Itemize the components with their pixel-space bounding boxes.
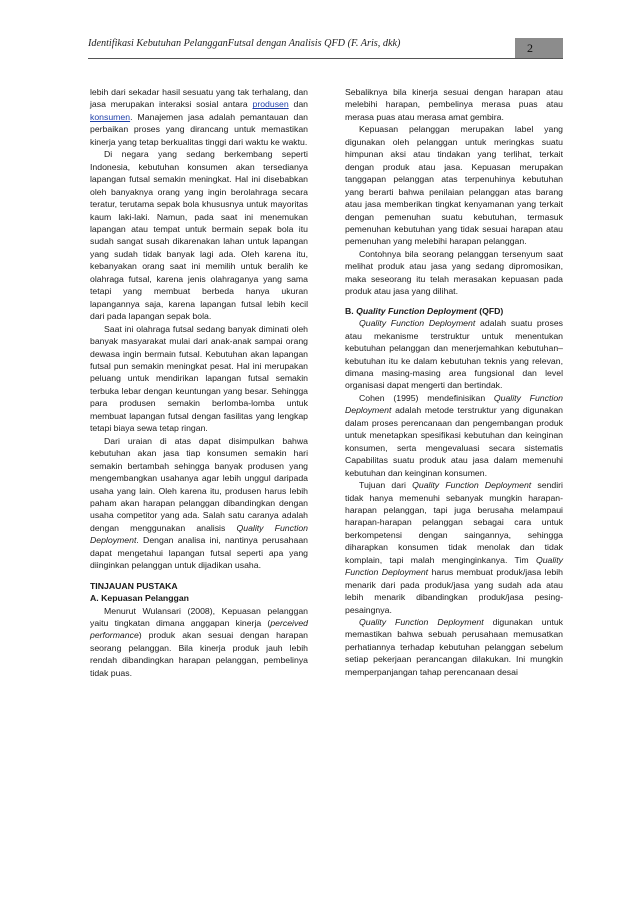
paragraph: Sebaliknya bila kinerja sesuai dengan harapan atau melebihi harapan, pembelinya merasa puas atau merasa puas atau merasa amat gembira. <box>345 87 563 122</box>
emphasis: Quality Function Deployment <box>345 392 563 416</box>
emphasis: Quality Function Deployment <box>345 554 563 578</box>
paragraph <box>90 435 308 572</box>
link-konsumen[interactable]: konsumen <box>90 111 131 122</box>
subsection-heading: A. Kepuasan Pelanggan <box>90 593 189 604</box>
paragraph: Saat ini olahraga futsal sedang banyak diminati oleh banyak masyarakat mulai dari anak-anak sampai orang dewasa ingin bermain futsal. Kebutuhan akan lapangan futsal pun semakin meningkat pesat. Hal ini merupakan peluang untuk mendirikan lapangan futsal semakin terbuka lebar dengan keuntungan yang besar. Sehingga para produsen semakin berlomba-lomba untuk membuat lapangan futsal dengan fasilitas yang lengkap tetapi biaya sewa tetap ringan. <box>90 323 308 434</box>
text: adalah suatu proses atau mekanisme terstruktur untuk menentukan kebutuhan pelanggan dan menerjemahkan kebutuhan–kebutuhan itu ke dalam kebutuhan teknis yang relevan, dimana masing-masing area fungsional dan level organisasi dapat mengerti dan bertindak. <box>345 318 563 391</box>
section-heading: TINJAUAN PUSTAKA <box>90 580 178 591</box>
text: adalah metode terstruktur yang digunakan dalam proses perencanaan dan pengembangan produk untuk menetapkan spesifikasi kebutuhan dan keinginan konsumen, serta mengevaluasi secara sistematis Capabilitas suatu produk atau jasa dalam memenuhi kebutuhan dan keinginan konsumen. <box>345 405 563 478</box>
paragraph <box>90 605 308 680</box>
text: Cohen (1995) mendefinisikan <box>359 392 494 403</box>
text: sendiri tidak hanya memenuhi sebanyak mungkin harapan-harapan pelanggan, tapi juga berusaha melampaui harapan-harapan pelanggan sebagai cara untuk berkompetensi dengan saingannya, sehingga diharapkan konsumen tidak menolak dan tidak komplain, tapi malah menginginkanya. Tim <box>345 480 563 565</box>
link-produsen[interactable]: produsen <box>252 99 289 110</box>
text: lebih dari sekadar hasil sesuatu yang tak terhalang, dan jasa merupakan interaksi sosial antara <box>90 87 308 110</box>
emphasis: Quality Function Deployment <box>359 318 476 329</box>
text: (QFD) <box>476 305 504 316</box>
running-title: Identifikasi Kebutuhan PelangganFutsal dengan Analisis QFD (F. Aris, dkk) <box>88 38 401 49</box>
paragraph: Contohnya bila seorang pelanggan tersenyum saat melihat produk atau jasa yang sedang dipromosikan, maka seseorang itu telah merasakan kepuasan pada produk atau jasa yang dilihat. <box>345 248 563 297</box>
right-column <box>345 86 563 678</box>
header-rule <box>88 58 563 59</box>
text: . Manajemen jasa adalah pemantauan dan perbaikan proses yang dirancang untuk memastikan kinerja yang tetap berkualitas tinggi dari waktu ke waktu. <box>90 111 308 147</box>
paragraph <box>345 317 563 392</box>
text: harus membuat produk/jasa lebih menarik dari pada produk/jasa yang sudah ada atau lebih menarik dibandingkan produk/jasa pesing- pesaingnya. <box>345 567 564 615</box>
paragraph <box>345 479 563 616</box>
paragraph <box>345 392 563 479</box>
emphasis: Quality Function Deployment <box>412 480 532 491</box>
emphasis: Quality Function Deployment <box>90 522 308 546</box>
subsection-heading <box>345 305 563 317</box>
paragraph: Di negara yang sedang berkembang seperti Indonesia, kebutuhan konsumen akan tersedianya lapangan futsal semakin meningkat. Hal ini disebabkan oleh banyaknya orang yang ingin berolahraga secara teratur, terutama sepak bola khususnya untuk mayoritas kaum laki-laki. Namun, pada saat ini menemukan lapangan atau tempat untuk bermain sepak bola itu sudah sangat susah dikarenakan lahan untuk lapangan yang sudah tidak banyak lagi ada. Oleh karena itu, kebanyakan orang saat ini memilih untuk beralih ke olahraga futsal, karena jenis olahraganya yang sama tetapi yang membuat berbeda hanya ukuran lapangannya saja, karena lapangan futsal lebih kecil dari pada lapangan sepak bola. <box>90 149 308 322</box>
text: B. <box>345 305 357 316</box>
text: ) produk akan sesuai dengan harapan seorang pelanggan. Bila kinerja produk jauh lebih rendah dibandingkan harapan pelanggan, pembelinya tidak puas. <box>90 630 308 678</box>
text: Tujuan dari <box>359 480 413 491</box>
emphasis: Quality Function Deployment <box>359 617 484 628</box>
emphasis: perceived performance <box>90 618 308 641</box>
paragraph <box>90 86 308 148</box>
page-number: 2 <box>515 38 563 58</box>
text: Dari uraian di atas dapat disimpulkan bahwa kebutuhan akan jasa tiap konsumen semakin hari semakin bertambah sehingga banyak produsen yang mengembangkan usahanya agar lebih unggul daripada usaha yang lain. Oleh karena itu, produsen harus lebih paham akan harapan pelanggan dibandingkan dengan usaha competitor yang ada. Salah satu caranya adalah dengan menggunakan analisis <box>90 435 308 533</box>
text: digunakan untuk memastikan bahwa sebuah perusahaan memusatkan perhatiannya terhadap kebutuhan pelanggan sebelum setiap pekerjaan perancangan dilakukan. Ini mungkin memperpanjangan tahap perencanaan desai <box>345 617 563 677</box>
text: . Dengan analisa ini, nantinya perusahaan dapat mengetahui lapangan futsal seperti apa yang diinginkan pelanggan untuk dijadikan usaha. <box>90 535 308 571</box>
page-header <box>88 36 563 58</box>
text: Menurut Wulansari (2008), Kepuasan pelanggan yaitu tingkatan dimana anggapan kinerja ( <box>90 605 308 629</box>
text: dan <box>288 99 308 110</box>
paragraph: Kepuasan pelanggan merupakan label yang digunakan oleh pelanggan untuk meringkas suatu himpunan aksi atau tindakan yang terlihat, terkait dengan produk atau jasa. Kepuasan merupakan tanggapan pelanggan atas terpenuhinya kebutuhan yang berarti bahwa penilaian pelanggan atas barang atau jasa memberikan tingkat kenyamanan yang terkait dengan pemenuhan suatu kebutuhan, termasuk pemenuhan kebutuhan yang tidak sesuai harapan atau pemenuhan yang melebihi harapan pelanggan. <box>345 124 563 247</box>
left-column <box>90 86 308 679</box>
paragraph <box>345 616 563 678</box>
emphasis: Quality Function Deployment <box>356 305 477 316</box>
